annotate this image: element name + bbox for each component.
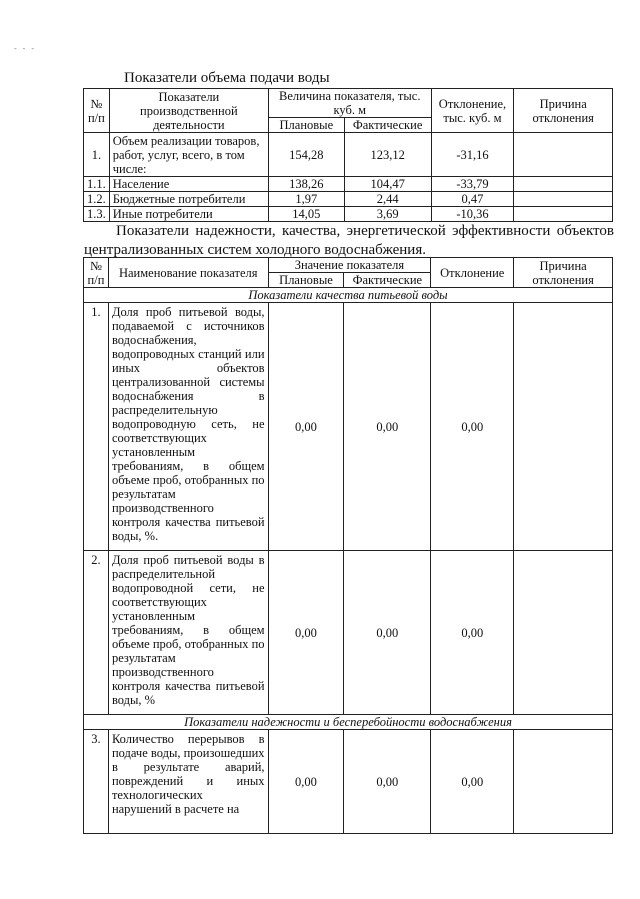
col-header-value: Значение показателя [268,258,431,273]
table-row [84,551,613,715]
row-reason [514,192,613,207]
col-header-reason: Причина отклонения [514,89,613,133]
col-header-deviation: Отклонение, тыс. куб. м [431,89,514,133]
corner-mark: - - - [14,44,36,53]
table2-title: Показатели надежности, качества, энергетической эффективности объектов централизованных систем холодного водоснабжения. [84,223,614,258]
row-actual: 2,44 [344,192,431,207]
table-row [84,177,613,192]
water-supply-table [83,88,613,222]
row-num: 1.1. [84,177,110,192]
row-planned: 154,28 [268,133,344,177]
row-name: Доля проб питьевой воды в распределительной водопроводной сети, не соответствующих установленным требованиям, в общем объеме проб, отобранных по результатам производственного контроля качества питьевой воды, % [108,551,268,715]
row-actual: 3,69 [344,207,431,222]
section-header-reliability: Показатели надежности и бесперебойности водоснабжения [84,715,613,730]
table-row [84,730,613,834]
row-reason [514,730,613,834]
row-deviation: 0,00 [431,730,514,834]
table-row [84,133,613,177]
row-name: Иные потребители [109,207,268,222]
col-header-value: Величина показателя, тыс. куб. м [268,89,431,118]
row-num: 1.2. [84,192,110,207]
row-reason [514,551,613,715]
row-planned: 0,00 [268,730,344,834]
table1-title: Показатели объема подачи воды [124,70,330,86]
row-reason [514,133,613,177]
row-deviation: -33,79 [431,177,514,192]
col-header-num: № п/п [84,258,109,288]
row-deviation: -31,16 [431,133,514,177]
row-planned: 14,05 [268,207,344,222]
row-reason [514,207,613,222]
row-num: 2. [84,551,109,715]
col-header-actual: Фактические [344,118,431,133]
row-planned: 1,97 [268,192,344,207]
section-header-quality: Показатели качества питьевой воды [84,288,613,303]
row-deviation: -10,36 [431,207,514,222]
row-name: Доля проб питьевой воды, подаваемой с источников водоснабжения, водопроводных станций или иных объектов централизованной системы водоснабжения в распределительную водопроводную сеть, не соответствующих установленным требованиям, в общем объеме проб, отобранных по результатам производственного контроля качества питьевой воды, %. [108,303,268,551]
row-actual: 123,12 [344,133,431,177]
row-reason [514,177,613,192]
col-header-actual: Фактические [344,273,431,288]
col-header-planned: Плановые [268,118,344,133]
row-reason [514,303,613,551]
table-row [84,207,613,222]
col-header-deviation: Отклонение [431,258,514,288]
row-name: Количество перерывов в подаче воды, произошедших в результате аварий, повреждений и иных технологических нарушений в расчете на [108,730,268,834]
row-planned: 0,00 [268,303,344,551]
row-name: Объем реализации товаров, работ, услуг, всего, в том числе: [109,133,268,177]
row-actual: 0,00 [344,303,431,551]
row-planned: 138,26 [268,177,344,192]
row-deviation: 0,47 [431,192,514,207]
col-header-num: № п/п [84,89,110,133]
col-header-planned: Плановые [268,273,344,288]
row-deviation: 0,00 [431,303,514,551]
row-actual: 104,47 [344,177,431,192]
row-num: 1. [84,303,109,551]
row-name: Бюджетные потребители [109,192,268,207]
quality-indicators-table [83,257,613,834]
table-row [84,303,613,551]
row-actual: 0,00 [344,730,431,834]
row-deviation: 0,00 [431,551,514,715]
col-header-reason: Причина отклонения [514,258,613,288]
table-row [84,192,613,207]
col-header-name: Наименование показателя [108,258,268,288]
row-num: 3. [84,730,109,834]
row-planned: 0,00 [268,551,344,715]
row-name: Население [109,177,268,192]
row-actual: 0,00 [344,551,431,715]
row-num: 1. [84,133,110,177]
row-num: 1.3. [84,207,110,222]
col-header-indicator: Показатели производственной деятельности [109,89,268,133]
